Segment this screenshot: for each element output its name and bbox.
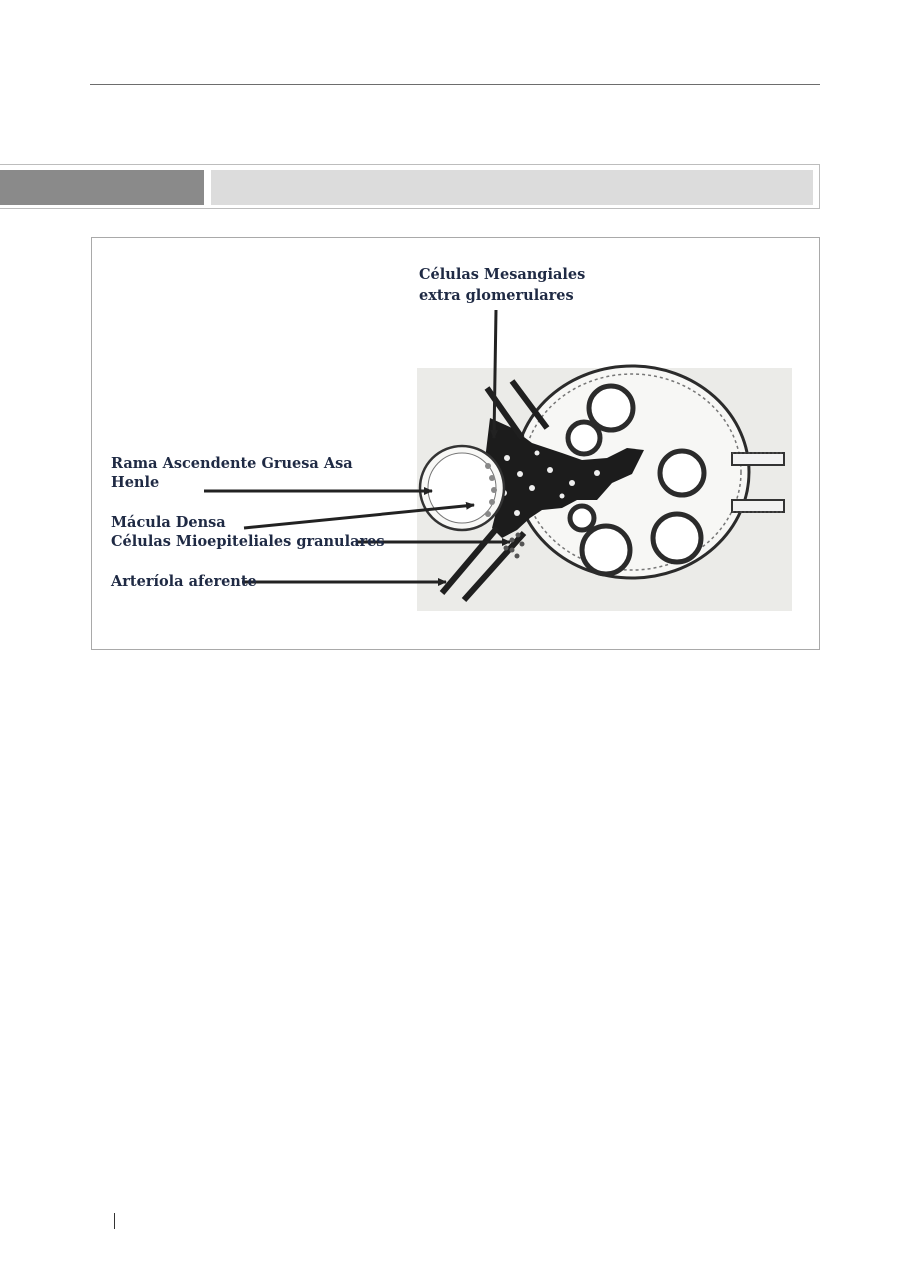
capillary-loop bbox=[589, 386, 633, 430]
section-header-bar bbox=[0, 164, 820, 209]
label-granular-cells: Células Mioepiteliales granulares bbox=[111, 533, 385, 550]
capillary-loop bbox=[660, 451, 704, 495]
label-afferent-arteriole: Arteríola aferente bbox=[111, 573, 257, 590]
label-macula-densa: Mácula Densa bbox=[111, 514, 226, 531]
section-header-tab bbox=[0, 170, 204, 205]
footer-rule bbox=[114, 1213, 115, 1229]
arrow-mesangial bbox=[494, 310, 496, 438]
capillary-loop bbox=[570, 506, 594, 530]
label-mesangial-cells-line2: extra glomerulares bbox=[419, 287, 574, 304]
header-rule bbox=[90, 84, 820, 85]
capillary-loop bbox=[653, 514, 701, 562]
capillary-loop bbox=[582, 526, 630, 574]
label-thick-ascending-limb-line1: Rama Ascendente Gruesa Asa bbox=[111, 455, 353, 472]
section-header-title-band bbox=[211, 170, 813, 205]
label-mesangial-cells-line1: Células Mesangiales bbox=[419, 266, 586, 283]
label-thick-ascending-limb-line2: Henle bbox=[111, 474, 160, 491]
capillary-loop bbox=[568, 422, 600, 454]
thick-ascending-limb bbox=[420, 446, 504, 530]
figure-juxtaglomerular-apparatus bbox=[91, 237, 820, 650]
